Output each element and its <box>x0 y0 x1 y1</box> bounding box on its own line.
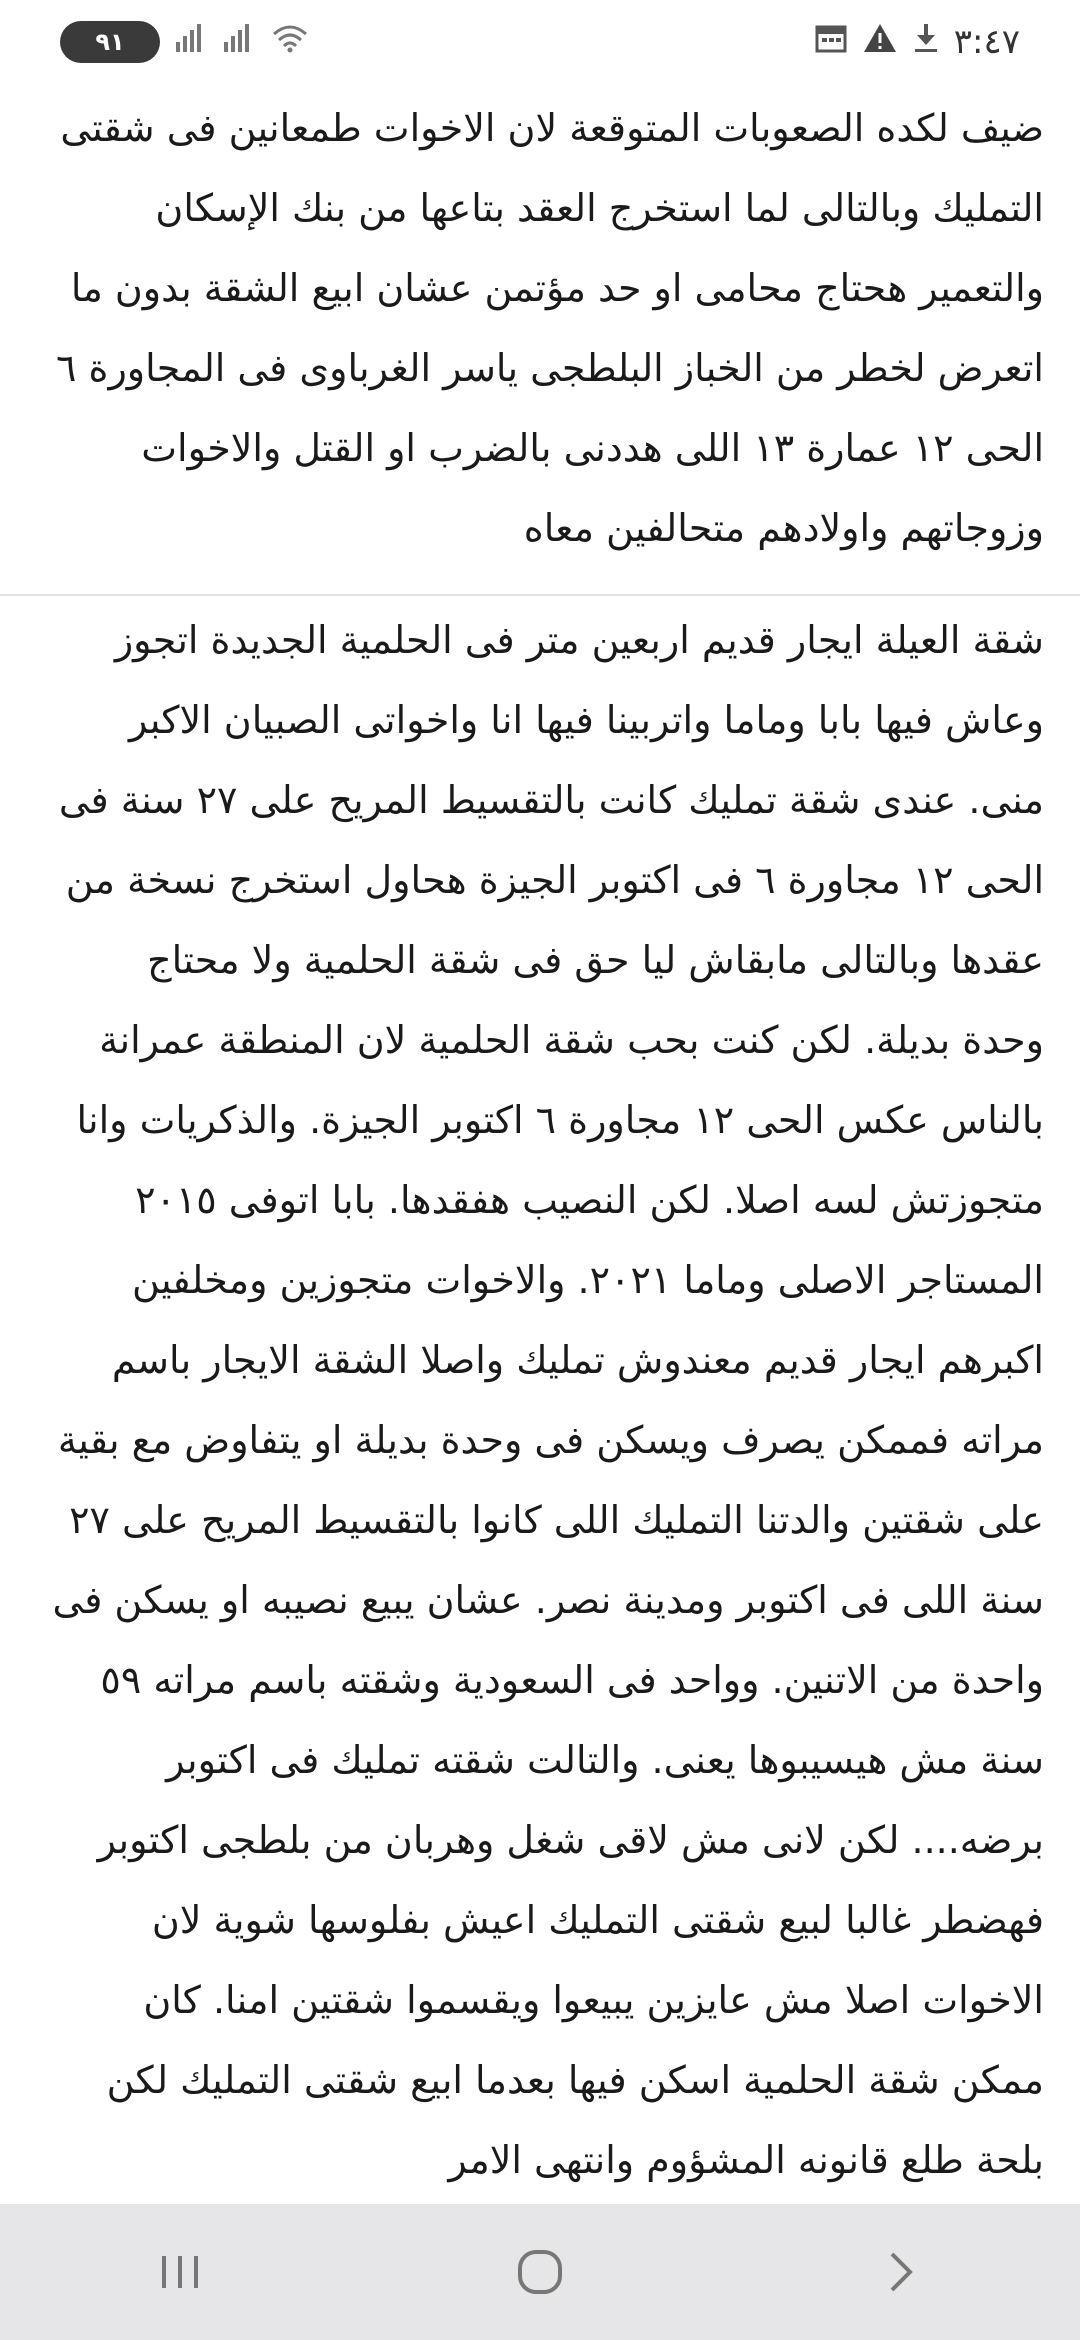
status-bar <box>0 0 1080 84</box>
battery-indicator <box>60 21 160 63</box>
calendar-icon <box>814 22 848 62</box>
post1-line: الحى ١٢ عمارة ١٣ اللى هددنى بالضرب او القتل والاخوات <box>141 426 1044 470</box>
post2-line: واحدة من الاتنين. وواحد فى السعودية وشقته باسم مراته ٥٩ <box>100 1658 1044 1702</box>
post2-line: سنة اللى فى اكتوبر ومدينة نصر. عشان يبيع نصيبه او يسكن فى <box>52 1578 1044 1622</box>
post2-line: المستاجر الاصلى وماما ٢٠٢١. والاخوات متجوزين ومخلفين <box>132 1258 1044 1302</box>
home-icon <box>510 2242 570 2302</box>
system-nav-bar <box>0 2204 1080 2340</box>
post2-line: بالناس عكس الحى ١٢ مجاورة ٦ اكتوبر الجيزة. والذكريات وانا <box>76 1098 1044 1142</box>
post1-line: والتعمير هحتاج محامى او حد مؤتمن عشان ابيع الشقة بدون ما <box>70 266 1044 310</box>
post2-line: متجوزتش لسه اصلا. لكن النصيب هفقدها. بابا اتوفى ٢٠١٥ <box>135 1178 1044 1222</box>
post2-line: برضه.... لكن لانى مش لاقى شغل وهربان من بلطجى اكتوبر <box>97 1818 1044 1862</box>
post2-line: على شقتين والدتنا التمليك اللى كانوا بالتقسيط المريح على ٢٧ <box>69 1498 1044 1542</box>
back-button[interactable] <box>840 2222 960 2322</box>
post2-line: شقة العيلة ايجار قديم اربعين متر فى الحلمية الجديدة اتجوز <box>114 618 1044 662</box>
post1-line: وزوجاتهم واولادهم متحالفين معاه <box>523 506 1044 550</box>
post2-line: سنة مش هيسيبوها يعنى. والتالت شقته تمليك فى اكتوبر <box>166 1738 1044 1782</box>
post2-line: الحى ١٢ مجاورة ٦ فى اكتوبر الجيزة هحاول استخرج نسخة من <box>65 858 1044 902</box>
post1-line: التمليك وبالتالى لما استخرج العقد بتاعها من بنك الإسكان <box>155 186 1044 230</box>
home-button[interactable] <box>480 2222 600 2322</box>
post1-line: ضيف لكده الصعوبات المتوقعة لان الاخوات طمعانين فى شقتى <box>60 106 1044 150</box>
post-text-2 <box>0 596 1080 2200</box>
post-text-1 <box>0 84 1080 594</box>
signal-icon <box>174 22 208 62</box>
status-time: ٣:٤٧ <box>953 22 1020 62</box>
wifi-icon <box>270 22 310 62</box>
post2-line: وعاش فيها بابا وماما واتربينا فيها انا واخواتى الصبيان الاكبر <box>128 698 1044 742</box>
post2-line: فهضطر غالبا لبيع شقتى التمليك اعيش بفلوسها شوية لان <box>151 1898 1044 1942</box>
post2-line: منى. عندى شقة تمليك كانت بالتقسيط المريح على ٢٧ سنة فى <box>58 778 1044 822</box>
download-icon <box>912 22 940 62</box>
status-right-group <box>814 22 1020 62</box>
post2-line: بلحة طلع قانونه المشؤوم وانتهى الامر <box>448 2138 1044 2182</box>
post2-line: اكبرهم ايجار قديم معندوش تمليك واصلا الشقة الايجار باسم <box>111 1338 1044 1382</box>
feed-content[interactable] <box>0 84 1080 2204</box>
recents-button[interactable] <box>120 2222 240 2322</box>
chevron-right-icon <box>870 2242 930 2302</box>
post2-line: وحدة بديلة. لكن كنت بحب شقة الحلمية لان المنطقة عمرانة <box>99 1018 1044 1062</box>
post1-line: اتعرض لخطر من الخباز البلطجى ياسر الغرباوى فى المجاورة ٦ <box>56 346 1044 390</box>
battery-level: ٩١ <box>95 28 125 56</box>
post2-line: الاخوات اصلا مش عايزين يبيعوا ويقسموا شقتين امنا. كان <box>143 1978 1044 2022</box>
post2-line: عقدها وبالتالى مابقاش ليا حق فى شقة الحلمية ولا محتاج <box>147 938 1044 982</box>
status-left-group <box>60 21 310 63</box>
recents-icon <box>150 2242 210 2302</box>
signal-icon <box>222 22 256 62</box>
post2-line: مراته فممكن يصرف ويسكن فى وحدة بديلة او يتفاوض مع بقية <box>57 1418 1044 1462</box>
post2-line: ممكن شقة الحلمية اسكن فيها بعدما ابيع شقتى التمليك لكن <box>106 2058 1044 2102</box>
warning-icon <box>862 22 898 62</box>
